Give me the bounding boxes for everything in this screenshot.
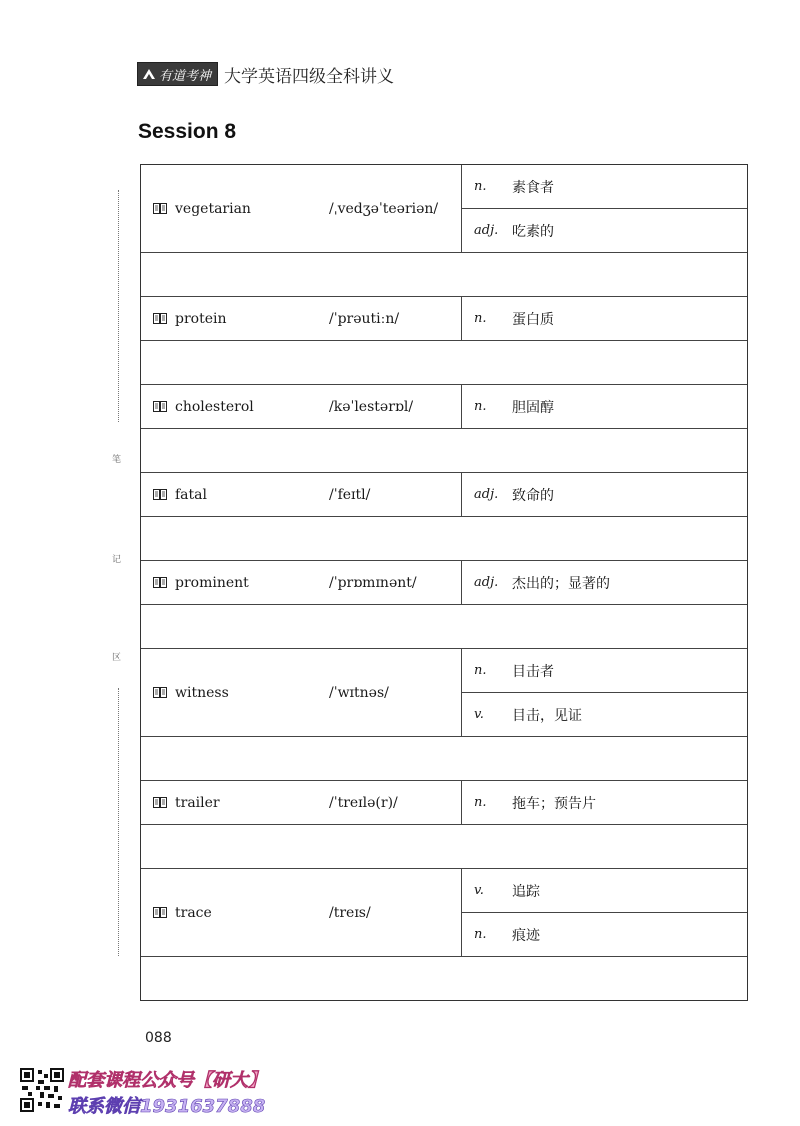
meaning: 致命的 <box>512 487 554 504</box>
promo-line: 联系微信1931637888 <box>68 1096 266 1117</box>
word-cell <box>141 385 462 428</box>
notes-margin-line-top <box>118 190 119 422</box>
definition-row <box>462 209 747 252</box>
brand-logo <box>137 62 218 86</box>
vocab-phonetic: /ˈwɪtnəs/ <box>329 684 389 701</box>
book-icon <box>153 313 167 324</box>
vocab-phonetic: /ˈfeɪtl/ <box>329 486 371 503</box>
vocab-word: trace <box>175 904 212 921</box>
qr-code-icon <box>20 1068 64 1112</box>
definitions <box>462 297 747 340</box>
page-number: 088 <box>145 1030 172 1046</box>
book-icon <box>153 489 167 500</box>
vocab-row <box>141 649 747 737</box>
book-icon <box>153 577 167 588</box>
vocab-phonetic: /ˌvedʒəˈteəriən/ <box>329 200 439 217</box>
blank-note-row <box>141 253 747 297</box>
notes-margin-line-bottom <box>118 688 119 956</box>
vocab-word: witness <box>175 684 229 701</box>
part-of-speech: adj. <box>474 487 499 502</box>
meaning: 蛋白质 <box>512 311 554 328</box>
word-cell <box>141 649 462 736</box>
vocab-row <box>141 781 747 825</box>
vocab-word: vegetarian <box>175 200 251 217</box>
header-title: 大学英语四级全科讲义 <box>224 66 395 87</box>
meaning: 目击，见证 <box>512 707 582 724</box>
definition-row <box>462 165 747 209</box>
meaning: 胆固醇 <box>512 399 554 416</box>
part-of-speech: n. <box>474 399 487 414</box>
definition-row <box>462 473 747 516</box>
vocab-phonetic: /ˈprəutiːn/ <box>329 310 400 327</box>
part-of-speech: n. <box>474 179 487 194</box>
word-cell <box>141 869 462 956</box>
vocab-row <box>141 297 747 341</box>
word-cell <box>141 561 462 604</box>
word-cell <box>141 297 462 340</box>
vocab-phonetic: /ˈprɒmɪnənt/ <box>329 574 417 591</box>
definition-row <box>462 781 747 824</box>
vocab-row <box>141 473 747 517</box>
word-cell <box>141 473 462 516</box>
blank-note-row <box>141 957 747 1000</box>
meaning: 拖车；预告片 <box>512 795 596 812</box>
book-icon <box>153 203 167 214</box>
vocab-row <box>141 385 747 429</box>
meaning: 痕迹 <box>512 927 540 944</box>
definitions <box>462 385 747 428</box>
blank-note-row <box>141 825 747 869</box>
blank-note-row <box>141 605 747 649</box>
book-icon <box>153 797 167 808</box>
vocab-word: protein <box>175 310 227 327</box>
part-of-speech: n. <box>474 663 487 678</box>
definitions <box>462 649 747 736</box>
vocab-phonetic: /kəˈlestərɒl/ <box>329 398 414 415</box>
notes-margin-char: 笔 <box>112 455 122 465</box>
vocab-table <box>140 164 748 1001</box>
vocab-word: prominent <box>175 574 249 591</box>
part-of-speech: n. <box>474 795 487 810</box>
book-icon <box>153 401 167 412</box>
vocab-row <box>141 561 747 605</box>
meaning: 杰出的；显著的 <box>512 575 610 592</box>
word-cell <box>141 165 462 252</box>
notes-margin-char: 区 <box>112 653 122 663</box>
definition-row <box>462 693 747 736</box>
definition-row <box>462 913 747 956</box>
vocab-phonetic: /ˈtreɪlə(r)/ <box>329 794 398 811</box>
session-title: Session 8 <box>138 120 237 143</box>
logo-text: 有道考神 <box>159 68 212 84</box>
meaning: 目击者 <box>512 663 554 680</box>
vocab-word: cholesterol <box>175 398 254 415</box>
vocab-word: fatal <box>175 486 207 503</box>
word-cell <box>141 781 462 824</box>
meaning: 素食者 <box>512 179 554 196</box>
promo-line: 配套课程公众号【研大】 <box>68 1070 266 1091</box>
part-of-speech: v. <box>474 707 484 722</box>
definitions <box>462 473 747 516</box>
book-icon <box>153 687 167 698</box>
definitions <box>462 561 747 604</box>
definition-row <box>462 561 747 604</box>
blank-note-row <box>141 517 747 561</box>
vocab-row <box>141 869 747 957</box>
logo-icon <box>142 67 156 81</box>
blank-note-row <box>141 737 747 781</box>
vocab-phonetic: /treɪs/ <box>329 904 371 921</box>
blank-note-row <box>141 429 747 473</box>
meaning: 追踪 <box>512 883 540 900</box>
book-icon <box>153 907 167 918</box>
notes-margin-char: 记 <box>112 555 122 565</box>
part-of-speech: v. <box>474 883 484 898</box>
definition-row <box>462 869 747 913</box>
page-header <box>137 62 394 86</box>
definition-row <box>462 649 747 693</box>
definition-row <box>462 385 747 428</box>
blank-note-row <box>141 341 747 385</box>
part-of-speech: adj. <box>474 223 499 238</box>
definitions <box>462 165 747 252</box>
vocab-word: trailer <box>175 794 220 811</box>
part-of-speech: n. <box>474 927 487 942</box>
definitions <box>462 869 747 956</box>
meaning: 吃素的 <box>512 223 554 240</box>
definition-row <box>462 297 747 340</box>
part-of-speech: adj. <box>474 575 499 590</box>
vocab-row <box>141 165 747 253</box>
part-of-speech: n. <box>474 311 487 326</box>
definitions <box>462 781 747 824</box>
